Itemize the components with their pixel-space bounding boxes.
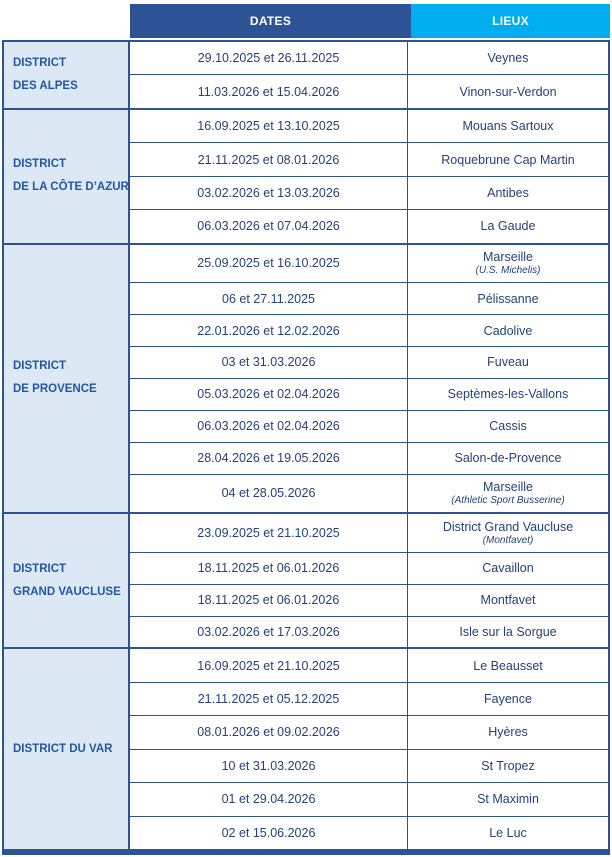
lieu-cell xyxy=(408,347,608,378)
lieu-label: District Grand Vaucluse xyxy=(442,519,574,534)
table-row xyxy=(130,209,608,242)
dates-cell: 16.09.2025 et 21.10.2025 xyxy=(130,649,408,681)
lieu-cell xyxy=(408,817,608,849)
lieu-label: Le Beausset xyxy=(473,658,543,673)
table-row xyxy=(130,314,608,346)
lieu-label: Marseille xyxy=(482,480,533,495)
lieu-label: Cadolive xyxy=(483,323,533,338)
table-row xyxy=(130,282,608,314)
lieu-label: Cassis xyxy=(489,419,527,434)
lieu-cell xyxy=(408,210,608,242)
dates-cell: 22.01.2026 et 12.02.2026 xyxy=(130,315,408,346)
district-label: DISTRICT DU VAR xyxy=(13,742,113,755)
district-label: DISTRICT xyxy=(13,56,67,69)
table-row xyxy=(130,584,608,616)
lieu-cell xyxy=(408,750,608,782)
group-rows xyxy=(130,110,608,243)
table-row xyxy=(130,816,608,849)
lieu-label: La Gaude xyxy=(480,219,536,234)
lieu-label: Mouans Sartoux xyxy=(462,119,554,134)
lieu-cell xyxy=(408,475,608,513)
dates-cell: 06.03.2026 et 07.04.2026 xyxy=(130,210,408,242)
lieu-label: Hyères xyxy=(488,725,528,740)
table-row xyxy=(130,514,608,552)
lieu-cell xyxy=(408,716,608,748)
district-group xyxy=(4,108,608,243)
dates-cell: 29.10.2025 et 26.11.2025 xyxy=(130,42,408,74)
district-group xyxy=(4,647,608,849)
lieu-cell xyxy=(408,315,608,346)
table-row xyxy=(130,245,608,283)
lieu-cell xyxy=(408,514,608,552)
table-row xyxy=(130,110,608,142)
lieu-label: Veynes xyxy=(487,51,529,66)
dates-cell: 18.11.2025 et 06.01.2026 xyxy=(130,585,408,616)
dates-cell: 21.11.2025 et 08.01.2026 xyxy=(130,143,408,175)
lieu-cell xyxy=(408,75,608,107)
lieu-label: Isle sur la Sorgue xyxy=(459,624,557,639)
district-cell xyxy=(4,649,130,849)
table-row xyxy=(130,682,608,715)
dates-cell: 28.04.2026 et 19.05.2026 xyxy=(130,443,408,474)
dates-cell: 11.03.2026 et 15.04.2026 xyxy=(130,75,408,107)
dates-cell: 01 et 29.04.2026 xyxy=(130,783,408,815)
dates-cell: 10 et 31.03.2026 xyxy=(130,750,408,782)
lieu-label: Vinon-sur-Verdon xyxy=(459,84,557,99)
district-label: DES ALPES xyxy=(13,79,78,92)
lieu-cell xyxy=(408,783,608,815)
district-group xyxy=(4,42,608,108)
group-rows xyxy=(130,649,608,849)
lieu-cell xyxy=(408,683,608,715)
district-cell xyxy=(4,42,130,108)
dates-cell: 04 et 28.05.2026 xyxy=(130,475,408,513)
dates-cell: 25.09.2025 et 16.10.2025 xyxy=(130,245,408,283)
table-row xyxy=(130,749,608,782)
lieu-label: Antibes xyxy=(487,185,529,200)
table-header xyxy=(130,4,610,38)
lieu-label: Le Luc xyxy=(489,825,527,840)
lieu-label: St Tropez xyxy=(481,758,535,773)
header-lieux: LIEUX xyxy=(411,4,610,38)
lieu-label: Cavaillon xyxy=(482,561,534,576)
lieu-label: Marseille xyxy=(482,250,533,265)
table-row xyxy=(130,142,608,175)
header-dates: DATES xyxy=(130,4,411,38)
group-rows xyxy=(130,514,608,647)
table-row xyxy=(130,649,608,681)
table-row xyxy=(130,552,608,584)
district-label: DISTRICT xyxy=(13,360,67,373)
lieu-cell xyxy=(408,379,608,410)
district-label: DE PROVENCE xyxy=(13,383,97,396)
district-cell xyxy=(4,514,130,647)
district-label: DE LA CÔTE D’AZUR xyxy=(13,181,129,194)
lieu-sublabel: (Athletic Sport Busserine) xyxy=(451,495,565,507)
dates-cell: 03 et 31.03.2026 xyxy=(130,347,408,378)
lieu-cell xyxy=(408,553,608,584)
lieu-cell xyxy=(408,649,608,681)
lieu-label: Septèmes-les-Vallons xyxy=(447,387,569,402)
dates-cell: 03.02.2026 et 17.03.2026 xyxy=(130,617,408,648)
lieu-sublabel: (Montfavet) xyxy=(482,534,534,546)
lieu-label: Pélissanne xyxy=(477,291,539,306)
table-row xyxy=(130,346,608,378)
lieu-cell xyxy=(408,42,608,74)
lieu-label: Fayence xyxy=(484,692,532,707)
table-body xyxy=(2,40,610,855)
dates-cell: 06.03.2026 et 02.04.2026 xyxy=(130,411,408,442)
table-row xyxy=(130,74,608,107)
dates-cell: 21.11.2025 et 05.12.2025 xyxy=(130,683,408,715)
table-row xyxy=(130,442,608,474)
district-cell xyxy=(4,245,130,513)
table-row xyxy=(130,715,608,748)
lieu-cell xyxy=(408,585,608,616)
lieu-label: Roquebrune Cap Martin xyxy=(441,152,575,167)
lieu-label: Fuveau xyxy=(487,355,529,370)
district-label: DISTRICT xyxy=(13,158,67,171)
group-rows xyxy=(130,42,608,108)
district-group xyxy=(4,243,608,513)
lieu-cell xyxy=(408,177,608,209)
lieu-cell xyxy=(408,110,608,142)
dates-cell: 16.09.2025 et 13.10.2025 xyxy=(130,110,408,142)
dates-cell: 05.03.2026 et 02.04.2026 xyxy=(130,379,408,410)
lieu-cell xyxy=(408,245,608,283)
district-label: DISTRICT xyxy=(13,562,67,575)
lieu-sublabel: (U.S. Michelis) xyxy=(475,265,541,277)
district-group xyxy=(4,512,608,647)
lieu-cell xyxy=(408,283,608,314)
table-row xyxy=(130,616,608,648)
lieu-label: Montfavet xyxy=(480,593,536,608)
group-rows xyxy=(130,245,608,513)
dates-cell: 03.02.2026 et 13.03.2026 xyxy=(130,177,408,209)
dates-cell: 06 et 27.11.2025 xyxy=(130,283,408,314)
lieu-label: St Maximin xyxy=(477,792,539,807)
table-row xyxy=(130,378,608,410)
dates-cell: 23.09.2025 et 21.10.2025 xyxy=(130,514,408,552)
table-row xyxy=(130,42,608,74)
dates-cell: 18.11.2025 et 06.01.2026 xyxy=(130,553,408,584)
table-row xyxy=(130,410,608,442)
table-row xyxy=(130,782,608,815)
lieu-label: Salon-de-Provence xyxy=(454,451,562,466)
lieu-cell xyxy=(408,617,608,648)
table-row xyxy=(130,176,608,209)
table-row xyxy=(130,474,608,513)
lieu-cell xyxy=(408,143,608,175)
lieu-cell xyxy=(408,411,608,442)
lieu-cell xyxy=(408,443,608,474)
district-cell xyxy=(4,110,130,243)
dates-cell: 08.01.2026 et 09.02.2026 xyxy=(130,716,408,748)
dates-cell: 02 et 15.06.2026 xyxy=(130,817,408,849)
district-label: GRAND VAUCLUSE xyxy=(13,585,121,598)
